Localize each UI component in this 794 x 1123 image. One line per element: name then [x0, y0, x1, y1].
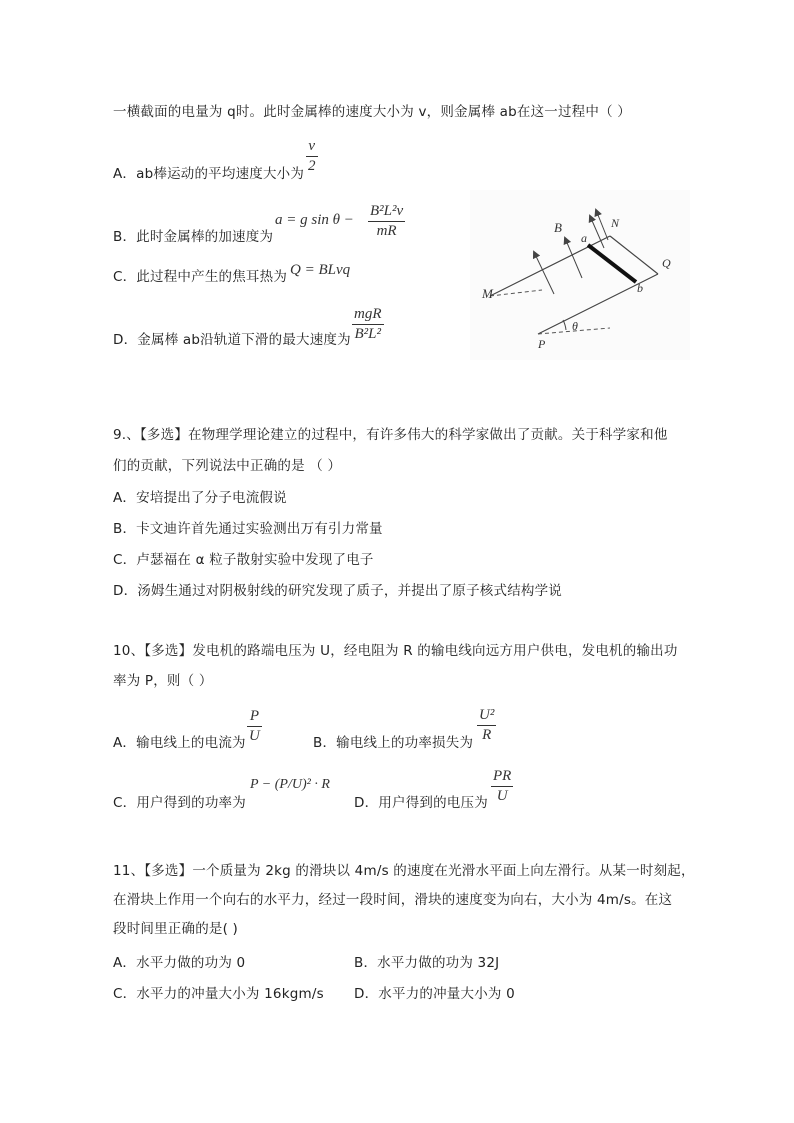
inclined-rail-diagram: [470, 190, 690, 360]
q8-formula-b-lhs: a = g sin θ −: [275, 212, 354, 228]
q11-option-a: A．水平力做的功为 0: [113, 955, 246, 971]
label-a: a: [581, 231, 587, 245]
q11-line2: 在滑块上作用一个向右的水平力，经过一段时间，滑块的速度变为向右，大小为 4m/s。在这: [113, 892, 673, 908]
q11-option-c: C．水平力的冲量大小为 16kgm/s: [113, 986, 324, 1002]
label-b-end: b: [637, 281, 643, 295]
q8-option-b: B．此时金属棒的加速度为: [113, 229, 274, 245]
q9-line2: 们的贡献，下列说法中正确的是 （ ）: [113, 458, 342, 474]
q10-option-d: D．用户得到的电压为: [354, 795, 488, 811]
q10-option-a: A．输电线上的电流为: [113, 735, 246, 751]
q10-line2: 率为 P，则（ ）: [113, 673, 213, 689]
q8-line1: 一横截面的电量为 q时。此时金属棒的速度大小为 v，则金属棒 ab在这一过程中（ ）: [113, 104, 631, 120]
label-n: N: [611, 216, 620, 230]
q8-formula-d: mgR B²L²: [354, 306, 382, 342]
q11-line1: 11、【多选】一个质量为 2kg 的滑块以 4m/s 的速度在光滑水平面上向左滑行。从某一时刻起，: [113, 863, 695, 879]
label-theta: θ: [572, 319, 578, 333]
q9-line1: 9.、【多选】在物理学理论建立的过程中，有许多伟大的科学家做出了贡献。关于科学家和他: [113, 427, 668, 443]
q9-option-d: D．汤姆生通过对阴极射线的研究发现了质子，并提出了原子核式结构学说: [113, 583, 562, 599]
q10-formula-d: PR U: [493, 768, 512, 804]
q8-option-c: C．此过程中产生的焦耳热为: [113, 269, 288, 285]
q8-formula-b-frac: B²L²v mR: [370, 203, 404, 239]
q8-option-d: D．金属棒 ab沿轨道下滑的最大速度为: [113, 332, 351, 348]
q11-option-b: B．水平力做的功为 32J: [354, 955, 500, 971]
q11-option-d: D．水平力的冲量大小为 0: [354, 986, 515, 1002]
q10-formula-a: P U: [249, 708, 260, 744]
label-b-field: B: [554, 220, 562, 235]
q10-option-c: C．用户得到的功率为: [113, 795, 246, 811]
label-q: Q: [662, 256, 671, 270]
q10-formula-c: P − (P/U)² · R: [250, 777, 330, 792]
q9-option-a: A．安培提出了分子电流假说: [113, 490, 287, 506]
q10-formula-b: U² R: [479, 707, 495, 743]
q11-line3: 段时间里正确的是( ): [113, 921, 239, 937]
q9-option-c: C．卢瑟福在 α 粒子散射实验中发现了电子: [113, 552, 374, 568]
q9-option-b: B．卡文迪许首先通过实验测出万有引力常量: [113, 521, 383, 537]
q10-option-b: B．输电线上的功率损失为: [313, 735, 474, 751]
q8-formula-a: v 2: [308, 138, 316, 174]
q8-formula-c: Q = BLvq: [290, 262, 351, 278]
q8-option-a: A．ab棒运动的平均速度大小为: [113, 166, 305, 182]
q10-line1: 10、【多选】发电机的路端电压为 U，经电阻为 R 的输电线向远方用户供电，发电机的输出功: [113, 643, 678, 659]
label-m: M: [482, 286, 493, 301]
label-p: P: [538, 337, 546, 351]
